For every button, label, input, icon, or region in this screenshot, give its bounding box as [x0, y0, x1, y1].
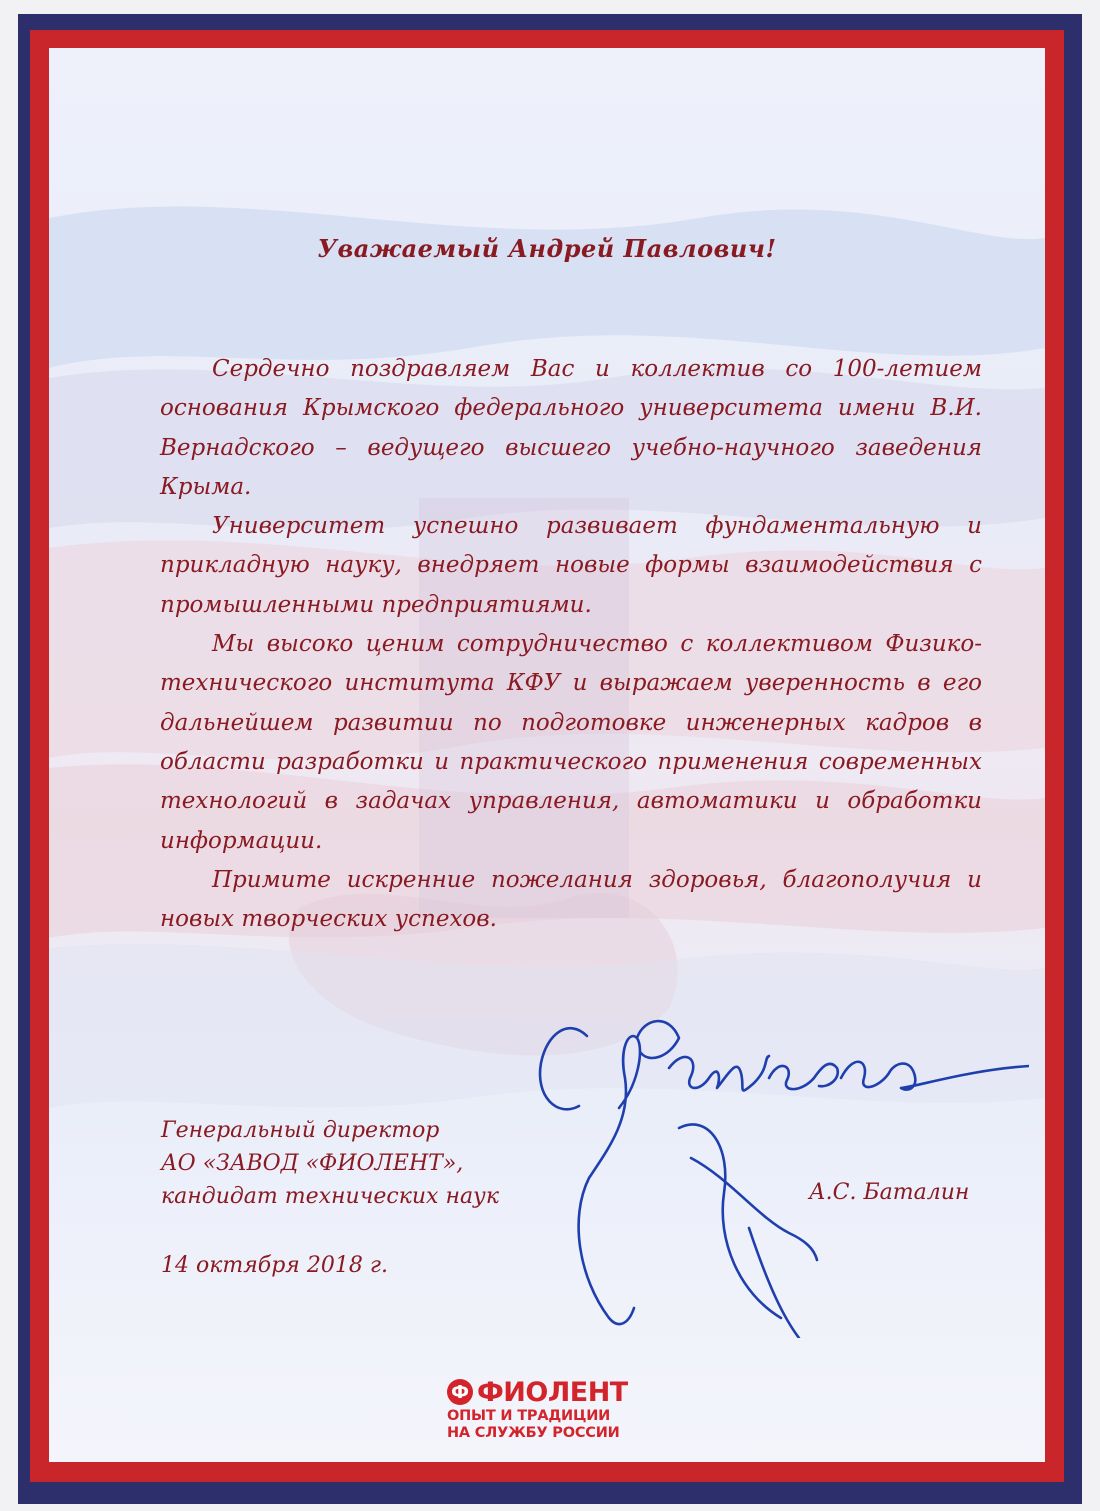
- signatory-name: А.С. Баталин: [809, 1180, 970, 1205]
- company-logo: [447, 1376, 667, 1450]
- paragraph-university: Университет успешно развивает фундаментальную и прикладную науку, внедряет новые формы взаимодействия с промышленными предприятиями.: [160, 513, 982, 618]
- signatory-position: [161, 1114, 499, 1213]
- academic-degree: кандидат технических наук: [161, 1184, 499, 1209]
- handwritten-signature: [469, 978, 1029, 1338]
- letter-date: 14 октября 2018 г.: [161, 1253, 388, 1278]
- paragraph-wishes: Примите искренние пожелания здоровья, благополучия и новых творческих успехов.: [160, 866, 982, 933]
- logo-wordmark: ФИОЛЕНТ: [477, 1376, 628, 1408]
- letter-sheet: [49, 48, 1045, 1462]
- position-title: Генеральный директор: [161, 1118, 440, 1143]
- logo-slogan-line1: ОПЫТ И ТРАДИЦИИ: [447, 1408, 611, 1424]
- greeting-heading: Уважаемый Андрей Павлович!: [317, 234, 777, 263]
- letter-body: [160, 350, 982, 939]
- paragraph-congratulation: Сердечно поздравляем Вас и коллектив со 100-летием основания Крымского федерального университета имени В.И. Вернадского – ведущего высшего учебно-научного заведения Крыма.: [160, 356, 982, 500]
- logo-emblem-icon: Ф: [447, 1379, 473, 1405]
- company-name: АО «ЗАВОД «ФИОЛЕНТ»,: [161, 1151, 464, 1176]
- paragraph-cooperation: Мы высоко ценим сотрудничество с коллективом Физико-технического института КФУ и выражаем уверенность в его дальнейшем развитии по подготовке инженерных кадров в области разработки и практического применения современных технологий в задачах управления, автоматики и обработки информации.: [160, 631, 982, 854]
- logo-slogan-line2: НА СЛУЖБУ РОССИИ: [447, 1425, 620, 1441]
